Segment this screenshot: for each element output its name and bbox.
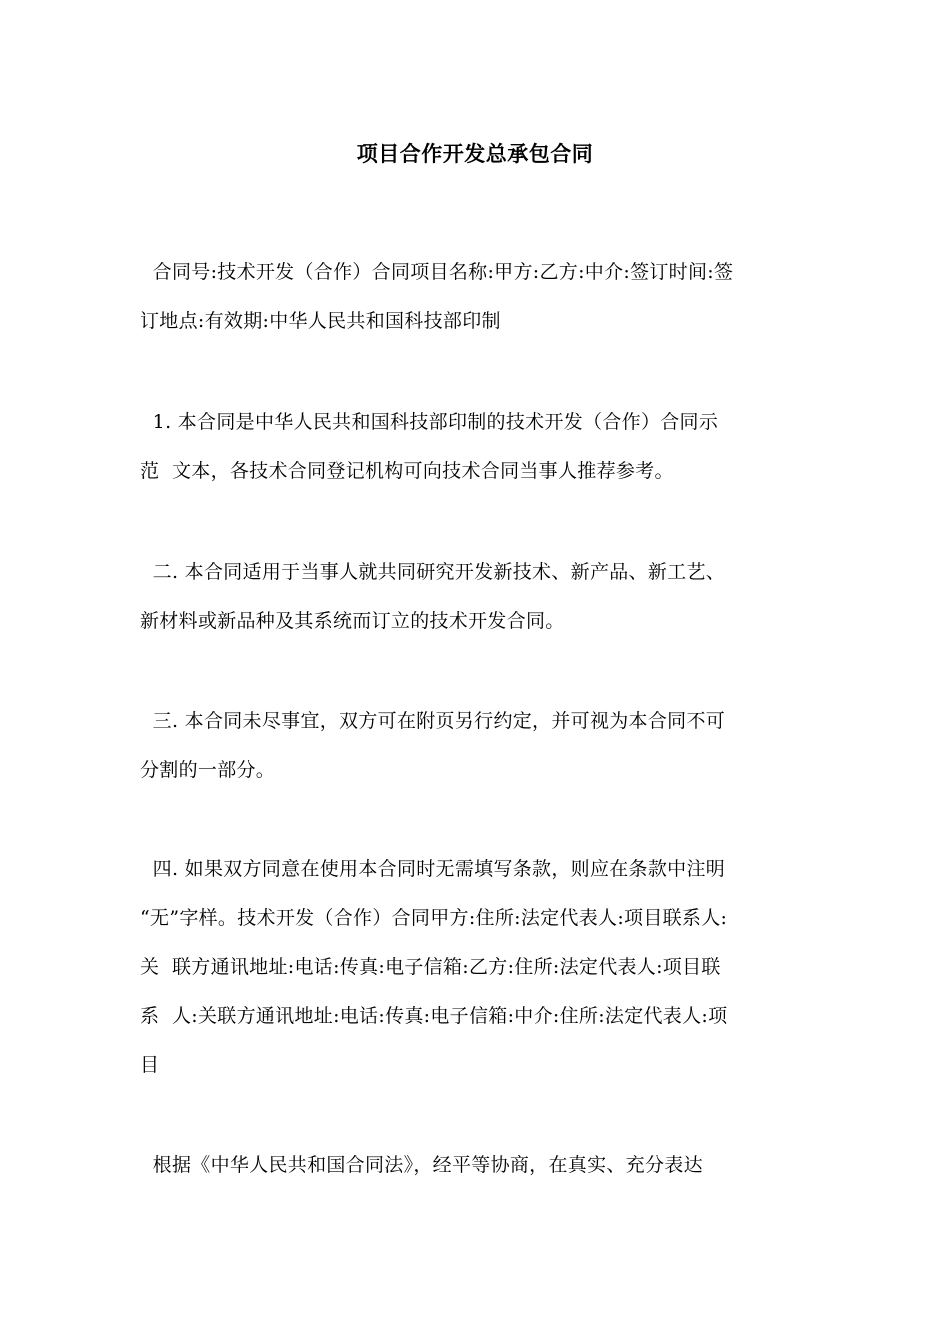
text-line: 系 人:关联方通讯地址:电话:传真:电子信箱:中介:住所:法定代表人:项 [140,1005,728,1027]
text-line: 四. 如果双方同意在使用本合同时无需填写条款，则应在条款中注明 [140,858,726,880]
text-line: 1. 本合同是中华人民共和国科技部印制的技术开发（合作）合同示 [140,411,719,433]
text-line: 三. 本合同未尽事宜，双方可在附页另行约定，并可视为本合同不可 [140,710,726,732]
text-line: 关 联方通讯地址:电话:传真:电子信箱:乙方:住所:法定代表人:项目联 [140,956,721,978]
text-line: 二. 本合同适用于当事人就共同研究开发新技术、新产品、新工艺、 [140,561,726,583]
paragraph-clause-4 [140,845,820,1090]
text-line: 合同号:技术开发（合作）合同项目名称:甲方:乙方:中介:签订时间:签 [140,261,734,283]
paragraph-clause-1 [140,398,820,496]
text-line: 订地点:有效期:中华人民共和国科技部印制 [140,310,501,332]
text-line: 目 [140,1054,160,1076]
text-line: “无”字样。技术开发（合作）合同甲方:住所:法定代表人:项目联系人: [140,907,728,929]
paragraph-clause-3 [140,697,820,795]
document-title: 项目合作开发总承包合同 [356,142,594,166]
text-line: 分割的一部分。 [140,759,276,781]
paragraph-preamble [140,1141,820,1190]
text-line: 新材料或新品种及其系统而订立的技术开发合同。 [140,610,565,632]
text-line: 根据《中华人民共和国合同法》，经平等协商，在真实、充分表达 [140,1154,703,1176]
text-line: 范 文本，各技术合同登记机构可向技术合同当事人推荐参考。 [140,460,674,482]
paragraph-contract-header [140,248,820,346]
paragraph-clause-2 [140,548,820,646]
